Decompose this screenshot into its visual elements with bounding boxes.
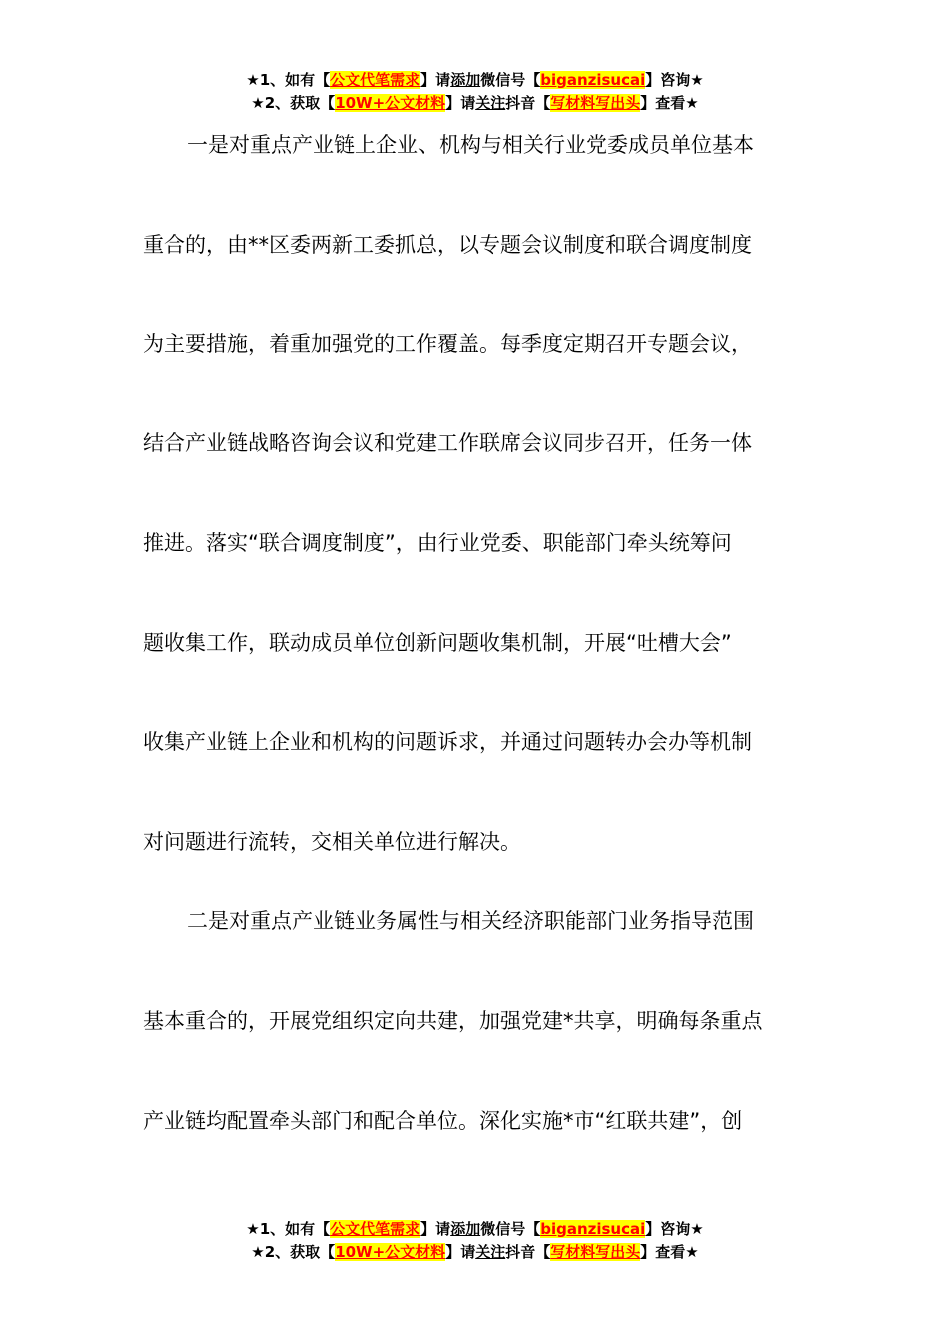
banner-text: 】请	[445, 1243, 476, 1261]
banner-text: 抖音【	[505, 94, 551, 112]
banner-highlight[interactable]: 公文代笔需求	[330, 71, 421, 89]
banner-text: 】查看★	[640, 1243, 699, 1261]
banner-highlight[interactable]: 10W+公文材料	[335, 94, 446, 112]
banner-line-2	[0, 92, 950, 115]
banner-text: 微信号【	[480, 71, 541, 89]
banner-text: 】请	[420, 71, 451, 89]
body-line: 对问题进行流转，交相关单位进行解决。	[143, 830, 521, 854]
banner-text: ★1、如有【	[246, 1220, 331, 1238]
banner-text: 】咨询★	[645, 71, 704, 89]
banner-text: 抖音【	[505, 1243, 551, 1261]
banner-highlight[interactable]: 公文代笔需求	[330, 1220, 421, 1238]
banner-text: 】咨询★	[645, 1220, 704, 1238]
banner-text: 】请	[420, 1220, 451, 1238]
body-line: 推进。落实“联合调度制度”，由行业党委、职能部门牵头统筹问	[143, 531, 732, 555]
banner-highlight[interactable]: 写材料写出头	[550, 1243, 641, 1261]
banner-text: 】请	[445, 94, 476, 112]
banner-underline: 关注	[475, 1243, 506, 1261]
banner-text: ★2、获取【	[251, 94, 336, 112]
body-line: 收集产业链上企业和机构的问题诉求，并通过问题转办会办等机制	[143, 730, 752, 754]
body-line: 结合产业链战略咨询会议和党建工作联席会议同步召开，任务一体	[143, 431, 752, 455]
banner-underline: 添加	[450, 1220, 481, 1238]
banner-line-2	[0, 1241, 950, 1264]
banner-highlight[interactable]: 写材料写出头	[550, 94, 641, 112]
header-banner	[0, 69, 950, 115]
banner-highlight[interactable]: 10W+公文材料	[335, 1243, 446, 1261]
body-line: 重合的，由**区委两新工委抓总，以专题会议制度和联合调度制度	[143, 233, 752, 257]
body-line: 题收集工作，联动成员单位创新问题收集机制，开展“吐槽大会”	[143, 631, 732, 655]
body-line: 为主要措施，着重加强党的工作覆盖。每季度定期召开专题会议，	[143, 332, 752, 356]
banner-text: 】查看★	[640, 94, 699, 112]
body-line: 产业链均配置牵头部门和配合单位。深化实施*市“红联共建”，创	[143, 1109, 743, 1133]
banner-underline: 关注	[475, 94, 506, 112]
body-line: 一是对重点产业链上企业、机构与相关行业党委成员单位基本	[187, 133, 754, 157]
body-line: 二是对重点产业链业务属性与相关经济职能部门业务指导范围	[187, 909, 754, 933]
footer-banner	[0, 1218, 950, 1264]
banner-text: ★1、如有【	[246, 71, 331, 89]
banner-highlight[interactable]: biganzisucai	[540, 71, 646, 89]
banner-highlight[interactable]: biganzisucai	[540, 1220, 646, 1238]
banner-line-1	[0, 69, 950, 92]
banner-text: ★2、获取【	[251, 1243, 336, 1261]
body-line: 基本重合的，开展党组织定向共建，加强党建*共享，明确每条重点	[143, 1009, 763, 1033]
banner-text: 微信号【	[480, 1220, 541, 1238]
banner-underline: 添加	[450, 71, 481, 89]
banner-line-1	[0, 1218, 950, 1241]
